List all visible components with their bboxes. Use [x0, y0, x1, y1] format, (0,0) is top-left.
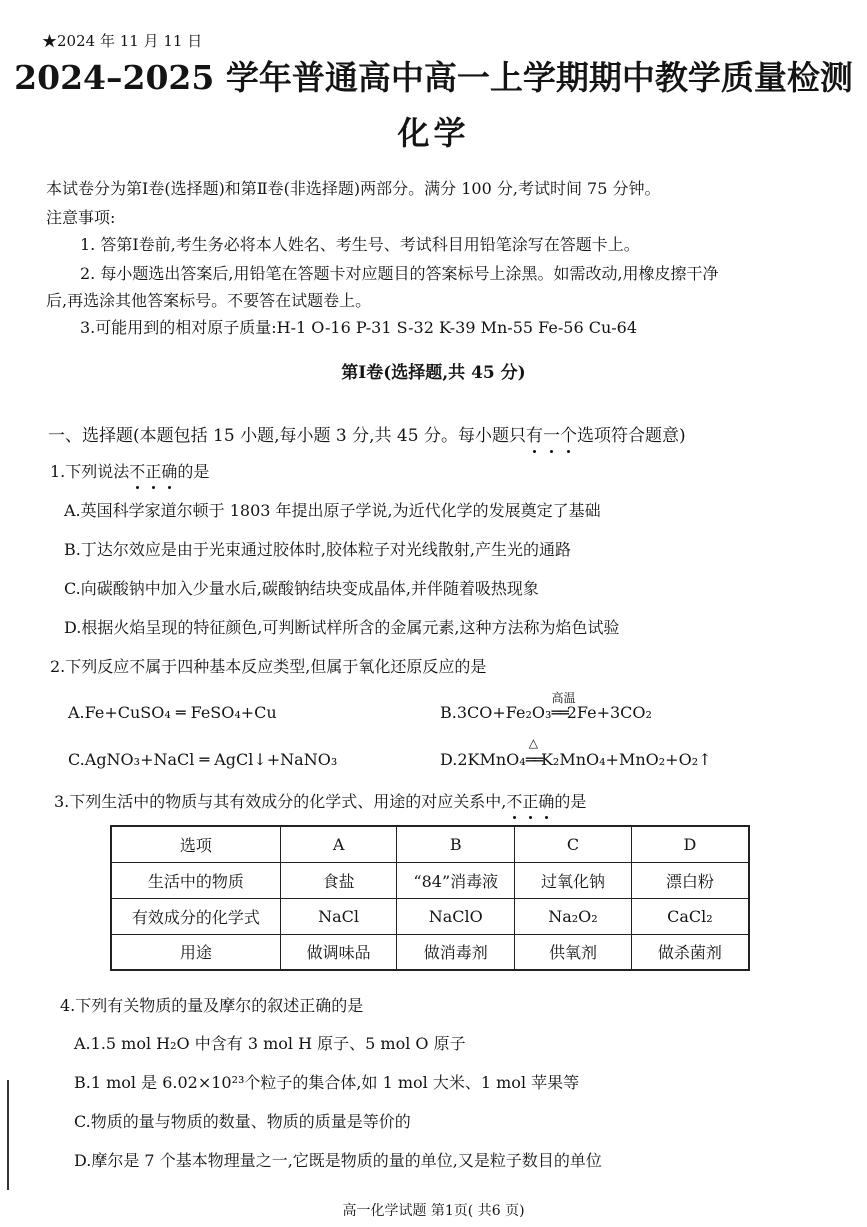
notice-title: 注意事项: [46, 208, 116, 227]
table-row-header: 生活中的物质 [111, 862, 280, 898]
page-footer: 高一化学试题 第1页( 共6 页) [342, 1203, 525, 1219]
q1-option-a: A.英国科学家道尔顿于 1803 年提出原子学说,为近代化学的发展奠定了基础 [64, 501, 601, 520]
q2-option-b-condition: 高温 ══ [551, 691, 576, 722]
table-row [111, 826, 749, 862]
q3-table [110, 825, 750, 971]
q2-option-d-condition: △ ══ [525, 736, 541, 769]
q2-option-d [440, 736, 712, 769]
table-cell: D [631, 826, 749, 862]
table-row-header: 选项 [111, 826, 280, 862]
emphasis-char: 确 [538, 789, 554, 812]
emphasis-char: 一 [543, 421, 560, 446]
section-title: 第Ⅰ卷(选择题,共 45 分) [341, 363, 526, 383]
q4-option-d: D.摩尔是 7 个基本物理量之一,它既是物质的量的单位,又是粒子数目的单位 [74, 1151, 602, 1170]
q2-option-b-products: 2Fe+3CO₂ [566, 703, 652, 722]
table-row-header: 有效成分的化学式 [111, 898, 280, 934]
q1-stem [50, 459, 209, 482]
q3-stem-lead: 3.下列生活中的物质与其有效成分的化学式、用途的对应关系中, [54, 792, 507, 811]
table-row [111, 898, 749, 934]
emphasis-char: 确 [161, 459, 177, 482]
part-one-lead: 一、选择题(本题包括 15 小题,每小题 3 分,共 45 分。每小题只 [48, 426, 526, 446]
emphasis-char: 有 [526, 421, 543, 446]
table-row [111, 862, 749, 898]
q2-option-c: C.AgNO₃+NaCl ═ AgCl↓+NaNO₃ [68, 750, 338, 769]
q4-option-a: A.1.5 mol H₂O 中含有 3 mol H 原子、5 mol O 原子 [74, 1034, 466, 1053]
table-row [111, 934, 749, 970]
table-cell: 供氧剂 [515, 934, 632, 970]
emphasis-char: 正 [522, 789, 538, 812]
table-cell: 做消毒剂 [397, 934, 515, 970]
binding-margin-line [7, 1080, 9, 1190]
table-cell: Na₂O₂ [515, 898, 632, 934]
exam-intro: 本试卷分为第Ⅰ卷(选择题)和第Ⅱ卷(非选择题)两部分。满分 100 分,考试时间 75 分钟。 [46, 179, 661, 198]
table-cell: 食盐 [280, 862, 397, 898]
table-row-header: 用途 [111, 934, 280, 970]
part-one-emphasis [526, 426, 577, 446]
q2-option-d-condition-label: △ [528, 736, 538, 750]
emphasis-char: 个 [560, 421, 577, 446]
notice-item-1: 1. 答第Ⅰ卷前,考生务必将本人姓名、考生号、考试科目用铅笔涂写在答题卡上。 [80, 235, 640, 254]
q4-stem: 4.下列有关物质的量及摩尔的叙述正确的是 [60, 996, 364, 1015]
exam-subject: 化学 [397, 114, 470, 152]
q1-option-c: C.向碳酸钠中加入少量水后,碳酸钠结块变成晶体,并伴随着吸热现象 [64, 579, 539, 598]
q1-option-b: B.丁达尔效应是由于光束通过胶体时,胶体粒子对光线散射,产生光的通路 [64, 540, 572, 559]
q2-option-b-reactants: B.3CO+Fe₂O₃ [440, 703, 552, 722]
q2-stem: 2.下列反应不属于四种基本反应类型,但属于氧化还原反应的是 [50, 657, 487, 676]
table-cell: A [280, 826, 397, 862]
part-one-tail: 选项符合题意) [576, 426, 686, 446]
q2-option-d-reactants: D.2KMnO₄ [440, 750, 526, 769]
notice-item-2: 2. 每小题选出答案后,用铅笔在答题卡对应题目的答案标号上涂黑。如需改动,用橡皮擦干净 [80, 264, 719, 283]
notice-item-2-cont: 后,再选涂其他答案标号。不要答在试题卷上。 [46, 291, 372, 310]
table-cell: C [515, 826, 632, 862]
table-cell: “84”消毒液 [397, 862, 515, 898]
notice-item-3: 3.可能用到的相对原子质量:H-1 O-16 P-31 S-32 K-39 Mn-55 Fe-56 Cu-64 [80, 318, 638, 337]
q2-option-a: A.Fe+CuSO₄ ═ FeSO₄+Cu [68, 703, 277, 722]
exam-date: ★2024 年 11 月 11 日 [42, 32, 203, 50]
emphasis-char: 不 [506, 789, 522, 812]
q3-stem [54, 789, 586, 812]
table-cell: 做调味品 [280, 934, 397, 970]
q2-option-b-condition-label: 高温 [551, 691, 576, 705]
q1-stem-tail: 的是 [177, 462, 210, 481]
q1-stem-lead: 1.下列说法 [50, 462, 130, 481]
q3-stem-tail: 的是 [554, 792, 587, 811]
q3-table-body [111, 826, 749, 970]
emphasis-char: 不 [129, 459, 145, 482]
q2-option-d-products: K₂MnO₄+MnO₂+O₂↑ [540, 750, 712, 769]
part-one-heading [48, 421, 686, 446]
table-cell: NaCl [280, 898, 397, 934]
table-cell: 做杀菌剂 [631, 934, 749, 970]
table-cell: B [397, 826, 515, 862]
q3-stem-emphasis [506, 792, 554, 811]
table-cell: CaCl₂ [631, 898, 749, 934]
table-cell: 漂白粉 [631, 862, 749, 898]
emphasis-char: 正 [145, 459, 161, 482]
q1-option-d: D.根据火焰呈现的特征颜色,可判断试样所含的金属元素,这种方法称为焰色试验 [64, 618, 620, 637]
q4-option-b: B.1 mol 是 6.02×10²³个粒子的集合体,如 1 mol 大米、1 mol 苹果等 [74, 1073, 580, 1092]
table-cell: 过氧化钠 [515, 862, 632, 898]
q2-option-b [440, 691, 652, 722]
table-cell: NaClO [397, 898, 515, 934]
q1-stem-emphasis [129, 462, 177, 481]
q4-option-c: C.物质的量与物质的数量、物质的质量是等价的 [74, 1112, 411, 1131]
exam-title: 2024–2025 学年普通高中高一上学期期中教学质量检测 [14, 58, 853, 97]
